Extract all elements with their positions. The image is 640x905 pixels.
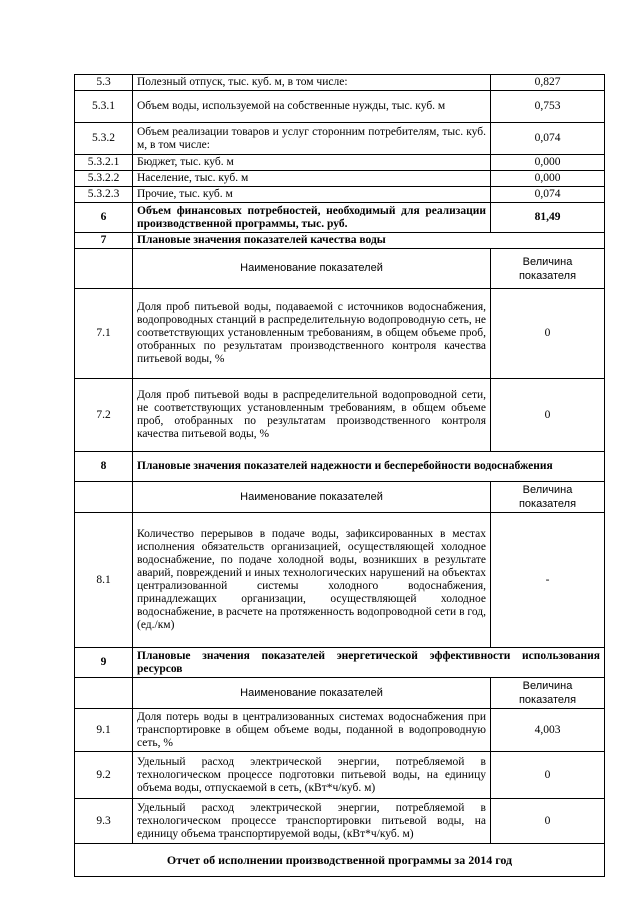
- row-value: -: [491, 513, 605, 648]
- row-number: 9.3: [75, 799, 133, 844]
- row-value: 0: [491, 379, 605, 452]
- empty-cell: [75, 482, 133, 513]
- row-text: Полезный отпуск, тыс. куб. м, в том числе:: [133, 75, 491, 91]
- header-value: Величина показателя: [491, 678, 605, 709]
- section-title-row: [75, 452, 605, 482]
- row-value: 0,000: [491, 171, 605, 187]
- row-number: 7.1: [75, 289, 133, 379]
- table-row: [75, 123, 605, 155]
- header-value: Величина показателя: [491, 482, 605, 513]
- header-name: Наименование показателей: [133, 482, 491, 513]
- row-value: 4,003: [491, 709, 605, 752]
- row-number: 5.3.2.1: [75, 155, 133, 171]
- row-text: Объем финансовых потребностей, необходимый для реализации производственной программы, тыс. руб.: [133, 203, 491, 233]
- table-row: [75, 187, 605, 203]
- row-value: 0: [491, 289, 605, 379]
- section-title-row: [75, 233, 605, 249]
- section-title: Плановые значения показателей качества воды: [133, 233, 605, 249]
- section-title: Плановые значения показателей энергетической эффективности использования ресурсов: [133, 648, 605, 678]
- header-name: Наименование показателей: [133, 678, 491, 709]
- row-value: 0,074: [491, 187, 605, 203]
- empty-cell: [75, 249, 133, 289]
- row-number: 8.1: [75, 513, 133, 648]
- section-header-row: [75, 482, 605, 513]
- row-value: 0,827: [491, 75, 605, 91]
- row-text: Доля проб питьевой воды в распределительной водопроводной сети, не соответствующих установленным требованиям, в общем объеме проб, отобранных по результатам производственного контроля качества питьевой воды, %: [133, 379, 491, 452]
- section-number: 8: [75, 452, 133, 482]
- row-value: 81,49: [491, 203, 605, 233]
- section-number: 9: [75, 648, 133, 678]
- row-number: 9.2: [75, 752, 133, 799]
- section-header-row: [75, 678, 605, 709]
- row-number: 5.3.2.2: [75, 171, 133, 187]
- report-title: Отчет об исполнении производственной программы за 2014 год: [75, 844, 605, 877]
- row-number: 5.3.2.3: [75, 187, 133, 203]
- row-text: Бюджет, тыс. куб. м: [133, 155, 491, 171]
- section-number: 7: [75, 233, 133, 249]
- header-name: Наименование показателей: [133, 249, 491, 289]
- footer-row: [75, 844, 605, 877]
- row-value: 0,074: [491, 123, 605, 155]
- program-table: [74, 74, 605, 877]
- table-row: [75, 289, 605, 379]
- table-row: [75, 155, 605, 171]
- row-text: Доля потерь воды в централизованных системах водоснабжения при транспортировке в общем объеме воды, поданной в водопроводную сеть, %: [133, 709, 491, 752]
- table-row: [75, 171, 605, 187]
- table-row: [75, 91, 605, 123]
- section-title: Плановые значения показателей надежности и бесперебойности водоснабжения: [133, 452, 605, 482]
- row-number: 6: [75, 203, 133, 233]
- header-value: Величина показателя: [491, 249, 605, 289]
- row-number: 5.3.2: [75, 123, 133, 155]
- row-value: 0: [491, 799, 605, 844]
- row-text: Доля проб питьевой воды, подаваемой с источников водоснабжения, водопроводных станций в распределительную водопроводную сеть, не соответствующих установленным требованиям, в общем объеме проб, отобранных по результатам производственного контроля качества питьевой воды, %: [133, 289, 491, 379]
- table-row: [75, 709, 605, 752]
- table-row: [75, 379, 605, 452]
- table-row: [75, 513, 605, 648]
- table-row: [75, 75, 605, 91]
- row-number: 7.2: [75, 379, 133, 452]
- section-title-row: [75, 648, 605, 678]
- row-text: Объем воды, используемой на собственные нужды, тыс. куб. м: [133, 91, 491, 123]
- empty-cell: [75, 678, 133, 709]
- row-text: Население, тыс. куб. м: [133, 171, 491, 187]
- row-text: Удельный расход электрической энергии, потребляемой в технологическом процессе транспортировки питьевой воды, на единицу объема транспортируемой воды, (кВт*ч/куб. м): [133, 799, 491, 844]
- row-text: Удельный расход электрической энергии, потребляемой в технологическом процессе подготовки питьевой воды, на единицу объема воды, отпускаемой в сеть, (кВт*ч/куб. м): [133, 752, 491, 799]
- row-number: 5.3.1: [75, 91, 133, 123]
- row-number: 5.3: [75, 75, 133, 91]
- row-value: 0,000: [491, 155, 605, 171]
- row-text: Количество перерывов в подаче воды, зафиксированных в местах исполнения обязательств организацией, осуществляющей холодное водоснабжение, по подаче холодной воды, возникших в результате аварий, повреждений и иных технологических нарушений на объектах централизованной системы холодного водоснабжения, принадлежащих организации, осуществляющей холодное водоснабжение, в расчете на протяженность водопроводной сети в год, (ед./км): [133, 513, 491, 648]
- table-row: [75, 203, 605, 233]
- row-text: Объем реализации товаров и услуг сторонним потребителям, тыс. куб. м, в том числе:: [133, 123, 491, 155]
- row-number: 9.1: [75, 709, 133, 752]
- row-value: 0: [491, 752, 605, 799]
- section-header-row: [75, 249, 605, 289]
- row-value: 0,753: [491, 91, 605, 123]
- table-row: [75, 752, 605, 799]
- table-row: [75, 799, 605, 844]
- row-text: Прочие, тыс. куб. м: [133, 187, 491, 203]
